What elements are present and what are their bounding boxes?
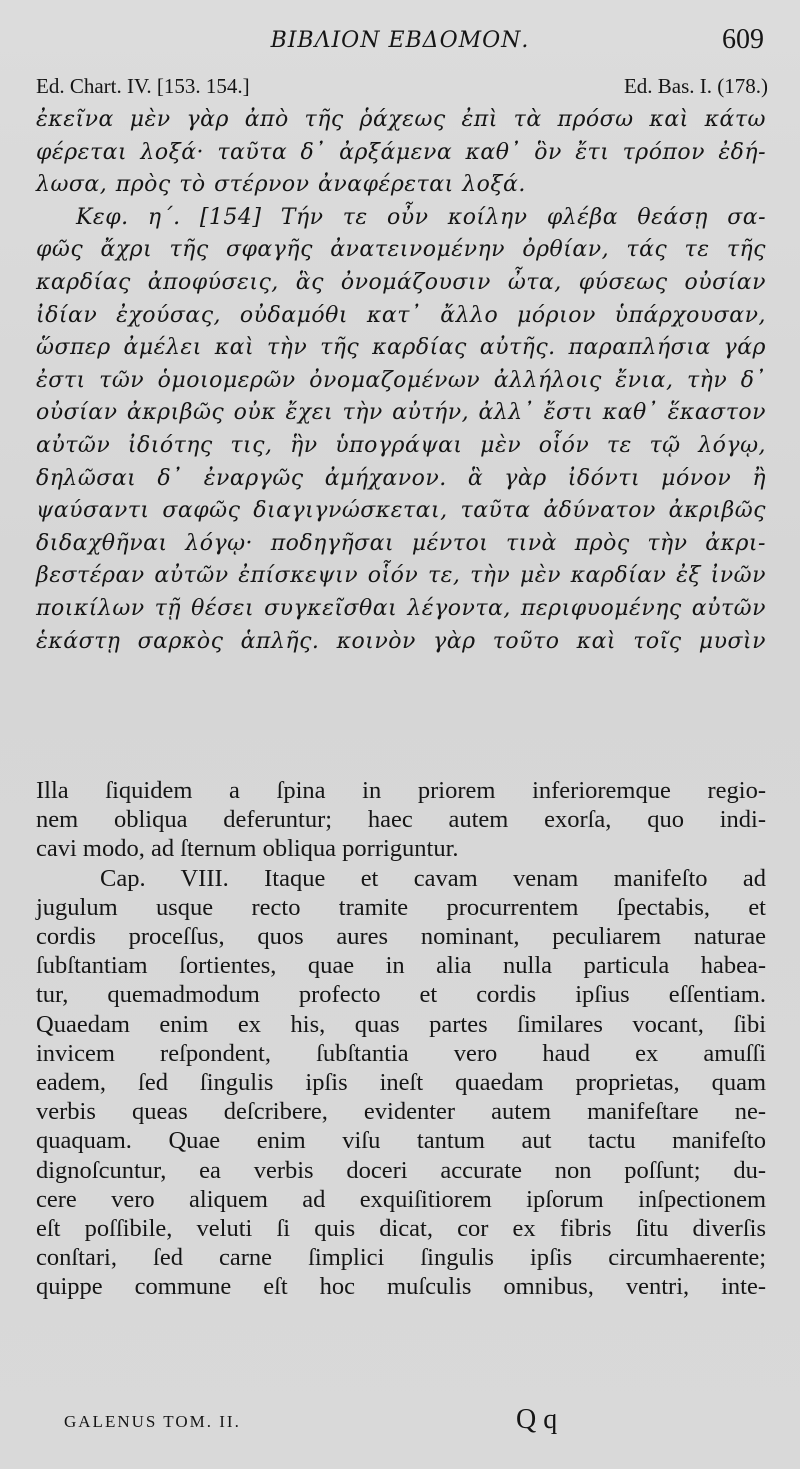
edition-reference-left: Ed. Chart. IV. [153. 154.] <box>36 74 250 98</box>
greek-line: φῶς ἄχρι τῆς σφαγῆς ἀνατεινομένην ὀρθίαν, τάς τε τῆς <box>36 237 766 263</box>
latin-line: verbis queas deſcribere, evidenter autem manifeſtare ne- <box>36 1098 766 1126</box>
greek-line: Κεφ. η΄. [154] Τήν τε οὖν κοίλην φλέβα θεάσῃ σα- <box>76 204 766 230</box>
latin-line: quippe commune eſt hoc muſculis omnibus, ventri, inte- <box>36 1273 766 1301</box>
latin-line: nem obliqua deferuntur; haec autem exorſa, quo indi- <box>36 806 766 834</box>
latin-line: jugulum usque recto tramite procurrentem ſpectabis, et <box>36 893 766 921</box>
latin-line: eadem, ſed ſingulis ipſis ineſt quaedam proprietas, quam <box>36 1069 766 1097</box>
latin-line: conſtari, ſed carne ſimplici ſingulis ipſis circumhaerente; <box>36 1244 766 1272</box>
greek-line: λωσα, πρὸς τὸ στέρνον ἀναφέρεται λοξά. <box>36 172 526 198</box>
greek-line: ἰδίαν ἐχούσας, οὐδαμόθι κατ᾽ ἄλλο μόριον ὑπάρχουσαν, <box>36 302 766 328</box>
latin-line: eſt poſſibile, veluti ſi quis dicat, cor ex fibris ſitu diverſis <box>36 1215 766 1243</box>
greek-line: ποικίλων τῇ θέσει συγκεῖσθαι λέγοντα, περιφυομένης αὐτῶν <box>36 595 766 621</box>
signature-mark-left: GALENUS TOM. II. <box>64 1412 241 1431</box>
latin-line: Cap. VIII. Itaque et cavam venam manifeſto ad <box>100 864 766 892</box>
greek-line: διδαχθῆναι λόγῳ· ποδηγῆσαι μέντοι τινὰ πρὸς τὴν ἀκρι- <box>36 530 766 556</box>
greek-line: ψαύσαντι σαφῶς διαγιγνώσκεται, ταῦτα ἀδύνατον ἀκριβῶς <box>36 498 766 524</box>
latin-line: cavi modo, ad ſternum obliqua porriguntur. <box>36 835 459 863</box>
latin-line: dignoſcuntur, ea verbis doceri accurate non poſſunt; du- <box>36 1156 766 1184</box>
latin-line: Illa ſiquidem a ſpina in priorem inferioremque regio- <box>36 777 766 804</box>
latin-line: cere vero aliquem ad exquiſitiorem ipſorum inſpectionem <box>36 1185 766 1213</box>
greek-line: ἐκεῖνα μὲν γὰρ ἀπὸ τῆς ῥάχεως ἐπὶ τὰ πρόσω καὶ κάτω <box>36 107 766 132</box>
greek-line: βεστέραν αὐτῶν ἐπίσκεψιν οἷόν τε, τὴν μὲν καρδίαν ἐξ ἰνῶν <box>36 563 766 589</box>
greek-line: δηλῶσαι δ᾽ ἐναργῶς ἀμήχανον. ἃ γὰρ ἰδόντι μόνον ἢ <box>36 465 766 491</box>
latin-line: ſubſtantiam ſortientes, quae in alia nulla particula habea- <box>36 952 766 980</box>
running-title: ΒΙΒΛΙΟΝ ΕΒΔΟΜΟΝ. <box>270 28 530 53</box>
greek-line: ἑκάστῃ σαρκὸς ἁπλῆς. κοινὸν γὰρ τοῦτο καὶ τοῖς μυσὶν <box>36 628 766 654</box>
page-number: 609 <box>722 24 764 55</box>
greek-text-block <box>36 104 766 658</box>
greek-line: ὥσπερ ἀμέλει καὶ τὴν τῆς καρδίας αὐτῆς. παραπλήσια γάρ <box>36 335 766 361</box>
greek-line: καρδίας ἀποφύσεις, ἃς ὀνομάζουσιν ὦτα, φύσεως οὐσίαν <box>36 269 766 295</box>
greek-line: ἐστι τῶν ὁμοιομερῶν ὀνομαζομένων ἀλλήλοις ἔνια, τὴν δ᾽ <box>36 367 766 393</box>
greek-line: οὐσίαν ἀκριβῶς οὐκ ἔχει τὴν αὐτήν, ἀλλ᾽ ἔστι καθ᾽ ἕκαστον <box>36 400 766 426</box>
latin-line: cordis proceſſus, quos aures nominant, peculiarem naturae <box>36 923 766 951</box>
latin-line: invicem reſpondent, ſubſtantia vero haud ex amuſſi <box>36 1039 766 1067</box>
edition-reference-right: Ed. Bas. I. (178.) <box>623 74 768 98</box>
greek-line: αὐτῶν ἰδιότης τις, ἣν ὑπογράψαι μὲν οἷόν τε τῷ λόγῳ, <box>36 432 766 458</box>
latin-line: Quaedam enim ex his, quas partes ſimilares vocant, ſibi <box>36 1010 766 1038</box>
latin-line: quaquam. Quae enim viſu tantum aut tactu manifeſto <box>36 1127 766 1155</box>
signature-mark-right: Q q <box>516 1404 558 1435</box>
latin-line: tur, quemadmodum profecto et cordis ipſius eſſentiam. <box>36 981 766 1009</box>
greek-line: φέρεται λοξά· ταῦτα δ᾽ ἀρξάμενα καθ᾽ ὃν ἔτι τρόπον ἐδή- <box>36 139 766 165</box>
latin-text-block <box>36 776 766 1302</box>
